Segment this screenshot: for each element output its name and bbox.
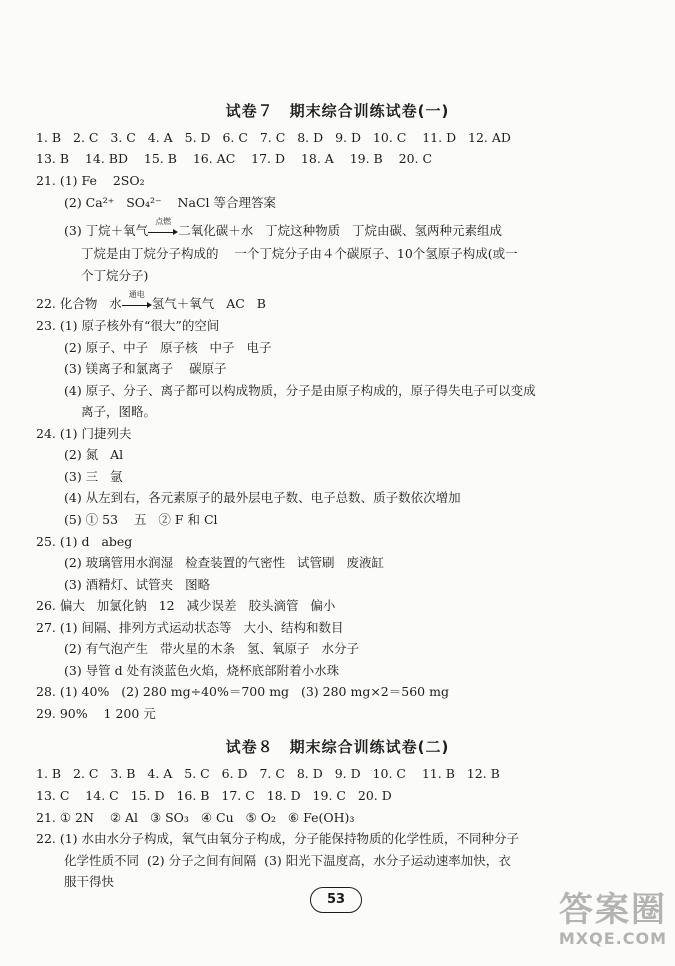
answer-line: 26. 偏大 加氯化钠 12 减少误差 胶头滴管 偏小 [36, 598, 336, 613]
answer-line: 1. B 2. C 3. C 4. A 5. D 6. C 7. C 8. D 9. D 10. C 11. D 12. AD [36, 130, 511, 145]
answer-line: (2) 氮 Al [64, 447, 124, 462]
answer-line: 27. (1) 间隔、排列方式运动状态等 大小、结构和数目 [36, 620, 344, 635]
reaction-condition: 点燃 [155, 217, 172, 226]
answer-line: (3) 三 氩 [64, 469, 123, 484]
watermark-url: MXQE.COM [558, 929, 667, 948]
answer-line: (3) 酒精灯、试管夹 图略 [64, 577, 211, 592]
answer-line: 1. B 2. C 3. B 4. A 5. C 6. D 7. C 8. D 9. D 10. C 11. B 12. B [36, 766, 500, 781]
answer-line: (4) 从左到右，各元素原子的最外层电子数、电子总数、质子数依次增加 [64, 490, 461, 505]
answer-line: 离子，图略。 [81, 404, 157, 419]
answer-line: 服干得快 [64, 874, 115, 889]
answer-line: (3) 导管 d 处有淡蓝色火焰，烧杯底部附着小水珠 [64, 663, 340, 678]
reaction-condition: 通电 [128, 290, 145, 299]
answer-line: 24. (1) 门捷列夫 [36, 426, 132, 441]
answer-line: 丁烷是由丁烷分子构成的 一个丁烷分子由４个碳原子、10个氢原子构成(或一 [81, 246, 518, 261]
answer-line: (5) ① 53 五 ② F 和 Cl [64, 512, 218, 527]
arrow-icon [122, 300, 152, 310]
section-title-test7: 试卷７ 期末综合训练试卷(一) [225, 102, 450, 120]
answer-text: 氢气＋氧气 AC B [151, 296, 266, 311]
reaction-arrow [122, 290, 152, 312]
page-number: 53 [310, 887, 362, 913]
answer-line: 21. (1) Fe 2SO₂ [36, 173, 145, 188]
arrow-icon [148, 227, 178, 237]
answer-line: 29. 90% 1 200 元 [36, 706, 156, 721]
answer-line: 25. (1) d abeg [36, 534, 133, 549]
answer-line: (2) Ca²⁺ SO₄²⁻ NaCl 等合理答案 [64, 195, 276, 210]
answer-line: 21. ① 2N ② Al ③ SO₃ ④ Cu ⑤ O₂ ⑥ Fe(OH)₃ [36, 810, 355, 825]
answer-line: 个丁烷分子) [81, 268, 149, 283]
watermark-text: 答案圈 [559, 890, 667, 930]
section-title-test8: 试卷８ 期末综合训练试卷(二) [225, 738, 450, 756]
answer-line: 13. B 14. BD 15. B 16. AC 17. D 18. A 19. B 20. C [36, 151, 433, 166]
answer-line: 22. (1) 水由水分子构成，氧气由氧分子构成，分子能保持物质的化学性质，不同种分子 [36, 831, 520, 846]
answer-line [64, 217, 503, 239]
answer-text: (3) 丁烷＋氧气 [64, 223, 149, 238]
watermark-logo [507, 890, 667, 960]
answer-text: 22. 化合物 水 [36, 296, 122, 311]
answer-line: 28. (1) 40% (2) 280 mg÷40%＝700 mg (3) 280 mg×2＝560 mg [36, 684, 449, 699]
answer-line: 23. (1) 原子核外有“很大”的空间 [36, 318, 220, 333]
answer-line: 13. C 14. C 15. D 16. B 17. C 18. D 19. C 20. D [36, 788, 392, 803]
answer-line: (2) 有气泡产生 带火星的木条 氢、氧原子 水分子 [64, 641, 359, 656]
answer-line: 化学性质不同 (2) 分子之间有间隔 (3) 阳光下温度高，水分子运动速率加快，衣 [64, 853, 511, 868]
answer-line: (2) 原子、中子 原子核 中子 电子 [64, 340, 272, 355]
answer-line: (2) 玻璃管用水润湿 检查装置的气密性 试管刷 废液缸 [64, 555, 384, 570]
answer-line: (4) 原子、分子、离子都可以构成物质，分子是由原子构成的，原子得失电子可以变成 [64, 383, 536, 398]
answer-text: 二氧化碳＋水 丁烷这种物质 丁烷由碳、氢两种元素组成 [178, 223, 503, 238]
answer-line: (3) 镁离子和氯离子 碳原子 [64, 361, 227, 376]
answer-line [36, 290, 266, 312]
reaction-arrow [148, 217, 178, 239]
